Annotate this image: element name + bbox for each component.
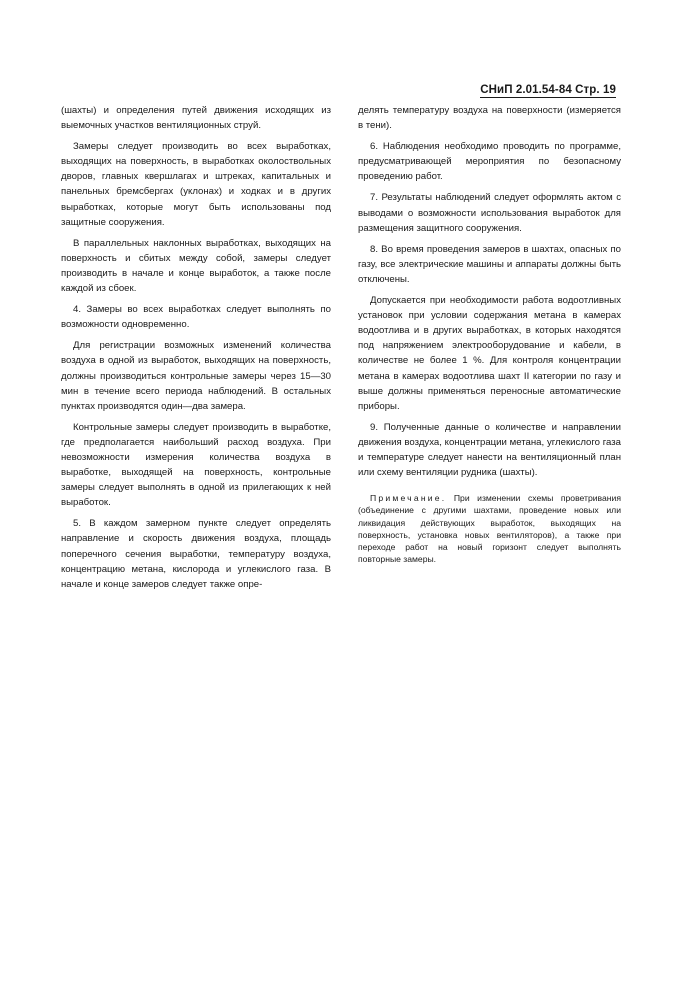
paragraph: 6. Наблюдения необходимо проводить по программе, предусматривающей мероприятия по безопасному проведению работ. xyxy=(358,141,621,183)
paragraph: 9. Полученные данные о количестве и направлении движения воздуха, концентрации метана, углекислого газа и температуре следует нанести на вентиляционный план или схему вентиляции рудника (шахты). xyxy=(358,421,621,479)
text-column-left xyxy=(61,103,331,598)
note xyxy=(358,492,621,565)
note-label: Примечание. xyxy=(370,493,447,504)
paragraph: 7. Результаты наблюдений следует оформлять актом с выводами о возможности использования выработок для размещения защитного сооружения. xyxy=(358,192,621,234)
text-column-right xyxy=(358,103,621,571)
paragraph: 5. В каждом замерном пункте следует определять направление и скорость движения воздуха, площадь поперечного сечения выработки, температуру воздуха, концентрацию метана, кислорода и углекислого газа. В начале и конце замеров следует также опре- xyxy=(61,518,331,590)
page-header: СНиП 2.01.54-84 Стр. 19 xyxy=(480,84,616,96)
paragraph: (шахты) и определения путей движения исходящих из выемочных участков вентиляционных струй. xyxy=(61,105,331,132)
paragraph: делять температуру воздуха на поверхности (измеряется в тени). xyxy=(358,105,621,132)
paragraph: 8. Во время проведения замеров в шахтах, опасных по газу, все электрические машины и аппараты должны быть отключены. xyxy=(358,243,621,285)
paragraph: 4. Замеры во всех выработках следует выполнять по возможности одновременно. xyxy=(61,304,331,331)
paragraph: Для регистрации возможных изменений количества воздуха в одной из выработок, выходящих на поверхность, должны производиться контрольные замеры через 15—30 мин в течение всего периода наблюдений. В остальных пунктах производятся один—два замера. xyxy=(61,340,331,412)
paragraph: Допускается при необходимости работа водоотливных установок при условии содержания метана в камерах водоотлива и в других выработках, в которых находятся под напряжением электрооборудование и кабели, в количестве не более 1 %. Для контроля концентрации метана в камерах водоотлива шахт II категории по газу и выше должны применяться переносные автоматические приборы. xyxy=(358,295,621,412)
paragraph: Контрольные замеры следует производить в выработке, где предполагается наибольший расход воздуха. При невозможности измерения количества воздуха в выработке, выходящей на поверхность, контрольные замеры следует выполнять в одной из прилегающих к ней выработок. xyxy=(61,421,331,509)
paragraph: Замеры следует производить во всех выработках, выходящих на поверхность, в выработках околоствольных дворов, главных квершлагах и штреках, капитальных и панельных бремсбергах (уклонах) и ходках и в других выработках, которые могут быть использованы под защитные сооружения. xyxy=(61,141,331,228)
paragraph: В параллельных наклонных выработках, выходящих на поверхность и сбитых между собой, замеры следует производить в начале и конце выработок, а также после каждой из сбоек. xyxy=(61,237,331,295)
note-text: При изменении схемы проветривания (объединение с другими шахтами, проведение новых или ликвидация действующих выработок, выходящих на поверхность, установка новых вентиляторов), а также при переходе работ на новый горизонт следует выполнять повторные замеры. xyxy=(358,493,621,565)
